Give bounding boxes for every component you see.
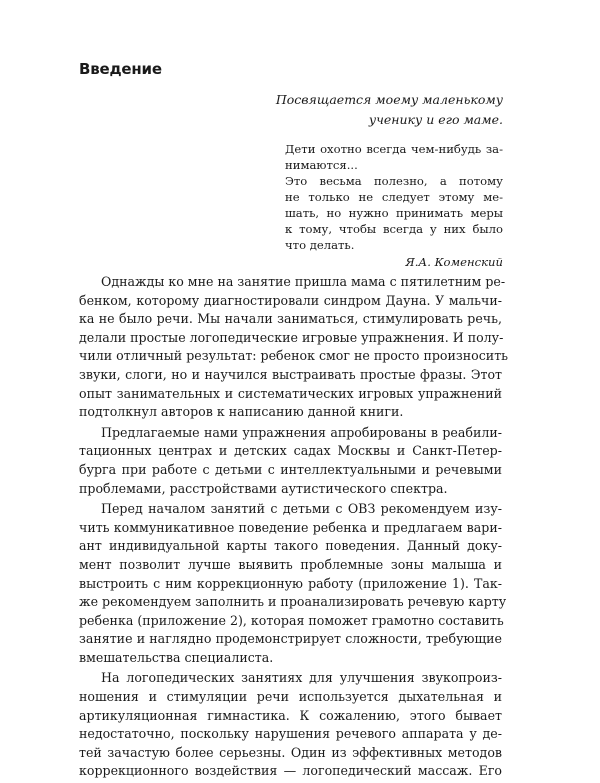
paragraph-line: бурга при работе с детьми с интеллектуальными и речевыми: [79, 461, 502, 477]
paragraph-line: ка не было речи. Мы начали заниматься, стимулировать речь,: [79, 311, 502, 327]
paragraph: [79, 669, 502, 781]
paragraph-line: чить коммуникативное поведение ребенка и предлагаем вари-: [79, 519, 502, 535]
paragraph-line: недостаточно, поскольку нарушения речевого аппарата у де-: [79, 726, 502, 742]
section-heading: Введение: [79, 60, 162, 78]
epigraph-line: к тому, чтобы всегда у них было: [285, 222, 503, 236]
paragraph-line: коррекционного воздействия — логопедический массаж. Его: [79, 763, 502, 779]
paragraph-line: мент позволит лучше выявить проблемные зоны малыша и: [79, 556, 502, 572]
epigraph: [285, 141, 503, 270]
paragraph: [79, 424, 502, 498]
epigraph-line: нимаются...: [285, 158, 358, 172]
paragraph-line: чили отличный результат: ребенок смог не просто произносить: [79, 348, 509, 364]
paragraph-line: выстроить с ним коррекционную работу (приложение 1). Так-: [79, 575, 502, 591]
paragraph: [79, 273, 509, 422]
paragraph-line: ребенка (приложение 2), которая поможет грамотно составить: [79, 612, 504, 628]
epigraph-line: что делать.: [285, 238, 355, 252]
paragraph-line: проблемами, расстройствами аутистического спектра.: [79, 480, 448, 496]
paragraph-line: тей зачастую более серьезны. Один из эффективных методов: [79, 744, 502, 760]
paragraph-line: ант индивидуальной карты такого поведения. Данный доку-: [79, 538, 502, 554]
paragraph-line: звуки, слоги, но и научился выстраивать простые фразы. Этот: [79, 366, 502, 382]
epigraph-line: Это весьма полезно, а потому: [285, 174, 503, 188]
paragraph-line: занятие и наглядно продемонстрирует сложности, требующие: [79, 631, 502, 647]
paragraph-line: бенком, которому диагностировали синдром Дауна. У мальчи-: [79, 292, 502, 308]
epigraph-author: Я.А. Коменский: [405, 255, 503, 269]
paragraph-line: артикуляционная гимнастика. К сожалению, этого бывает: [79, 707, 502, 723]
paragraph: [79, 500, 507, 667]
paragraph-line: Предлагаемые нами упражнения апробированы в реабили-: [101, 424, 502, 440]
dedication-line: Посвящается моему маленькому: [275, 92, 503, 107]
paragraph-line: вмешательства специалиста.: [79, 649, 274, 665]
paragraph-line: На логопедических занятиях для улучшения звукопроиз-: [101, 670, 502, 686]
paragraph-line: ношения и стимуляции речи используется дыхательная и: [79, 689, 502, 705]
dedication: [243, 90, 503, 130]
paragraph-line: тационных центрах и детских садах Москвы и Санкт-Петер-: [79, 443, 502, 459]
paragraph-line: Однажды ко мне на занятие пришла мама с пятилетним ре-: [101, 274, 506, 289]
paragraph-line: же рекомендуем заполнить и проанализировать речевую карту: [79, 594, 507, 610]
body-text: [79, 273, 509, 783]
paragraph-line: опыт занимательных и систематических игровых упражнений: [79, 385, 502, 401]
paragraph-line: Перед началом занятий с детьми с ОВЗ рекомендуем изу-: [101, 501, 502, 517]
epigraph-line: не только не следует этому ме-: [285, 190, 503, 204]
epigraph-line: шать, но нужно принимать меры: [285, 206, 503, 220]
epigraph-line: Дети охотно всегда чем-нибудь за-: [285, 142, 503, 156]
paragraph-line: подтолкнул авторов к написанию данной книги.: [79, 404, 404, 420]
dedication-line: ученику и его маме.: [368, 112, 503, 127]
paragraph-line: делали простые логопедические игровые упражнения. И полу-: [79, 329, 504, 345]
